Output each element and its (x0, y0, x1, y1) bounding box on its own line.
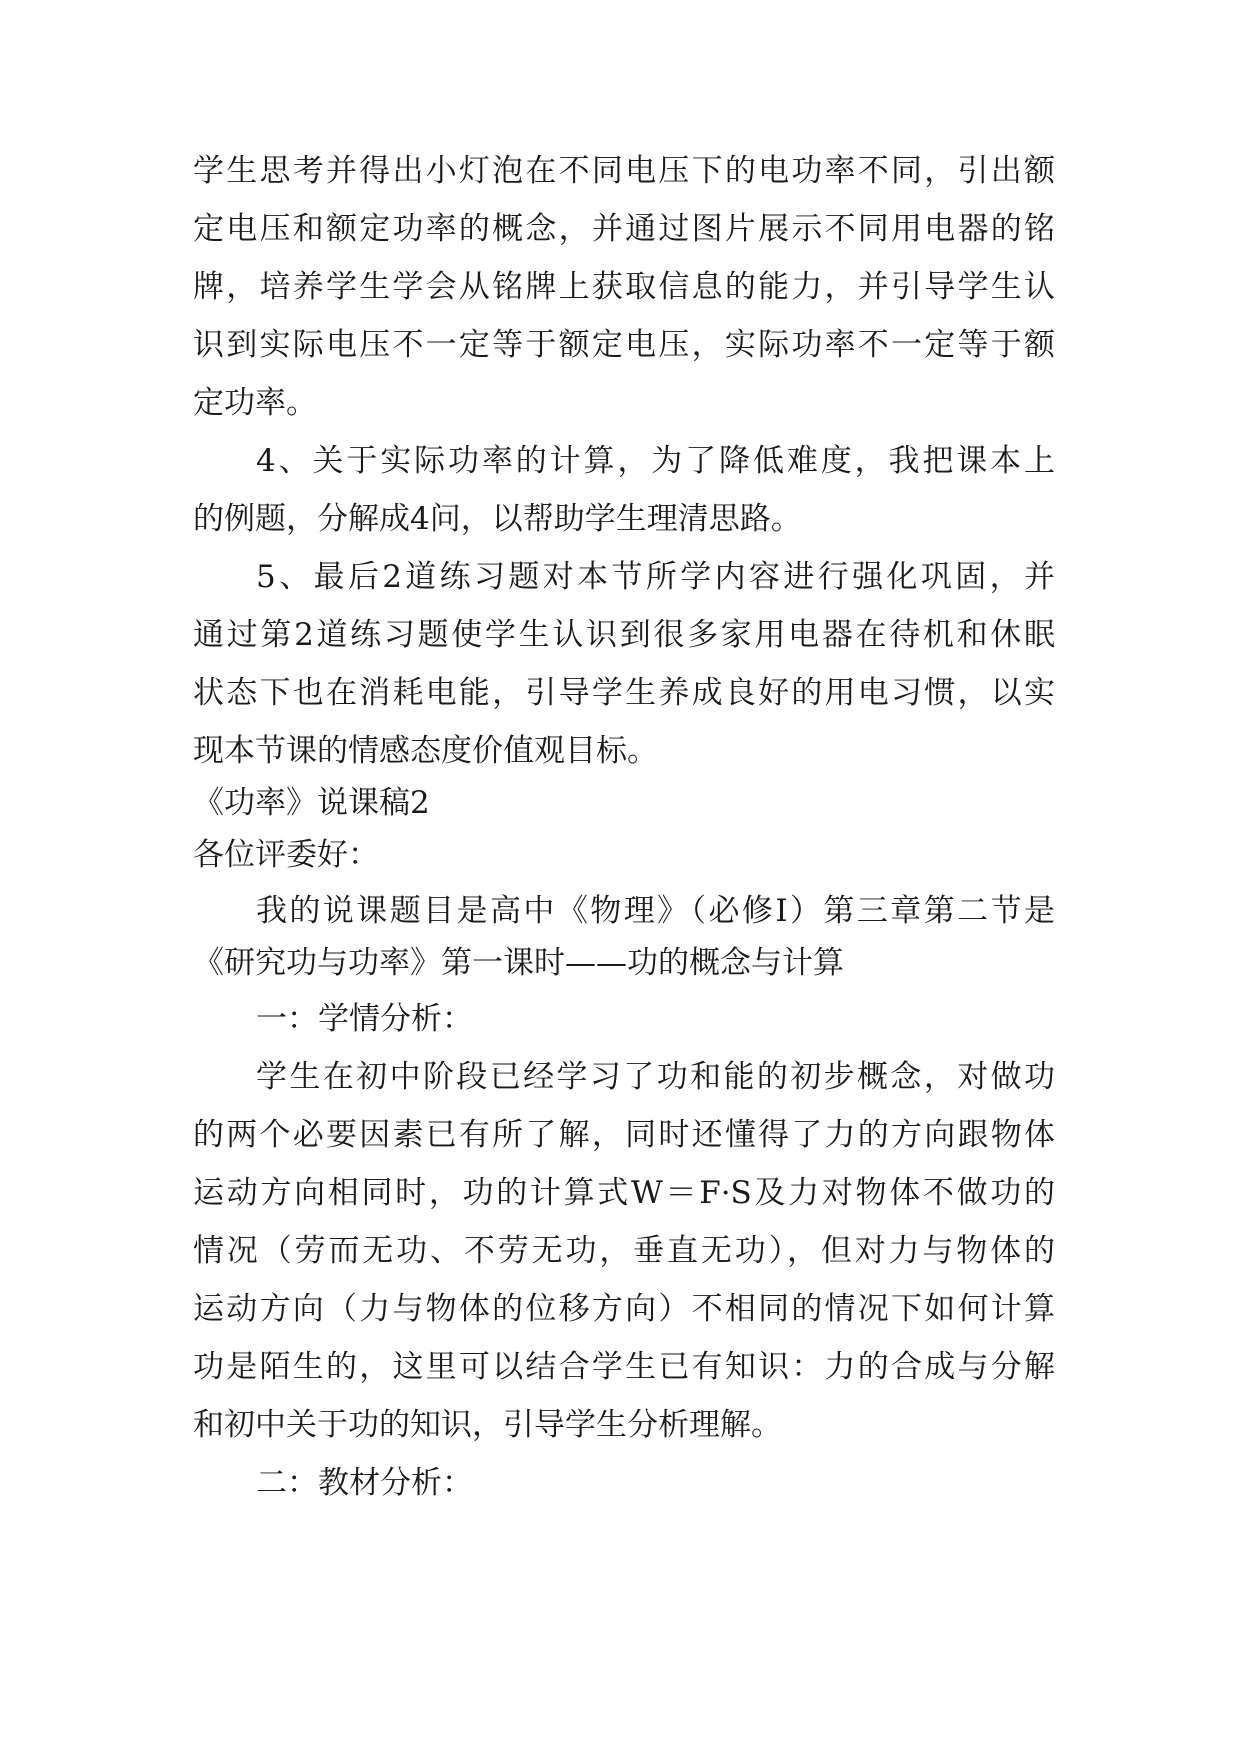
text-line-9: 通过第2道练习题使学生认识到很多家用电器在待机和休眠 (193, 617, 1055, 653)
text-line-7: 的例题，分解成4问，以帮助学生理清思路。 (193, 501, 802, 537)
heading-learning-analysis: 一：学情分析： (256, 1001, 473, 1037)
text-line-4: 识到实际电压不一定等于额定电压，实际功率不一定等于额 (193, 327, 1055, 363)
text-line-1: 学生思考并得出小灯泡在不同电压下的电功率不同，引出额 (193, 153, 1055, 189)
heading-textbook-analysis: 二：教材分析： (256, 1465, 473, 1501)
text-line-8: 5、最后2道练习题对本节所学内容进行强化巩固，并 (256, 559, 1055, 595)
text-line-11: 现本节课的情感态度价值观目标。 (193, 733, 658, 769)
section-title: 《功率》说课稿2 (193, 785, 430, 821)
text-line-6: 4、关于实际功率的计算，为了降低难度，我把课本上 (256, 443, 1055, 479)
text-line-23: 和初中关于功的知识，引导学生分析理解。 (193, 1407, 782, 1443)
text-line-18: 的两个必要因素已有所了解，同时还懂得了力的方向跟物体 (193, 1117, 1055, 1153)
greeting: 各位评委好： (193, 837, 379, 873)
text-line-17: 学生在初中阶段已经学习了功和能的初步概念，对做功 (256, 1059, 1055, 1095)
text-line-2: 定电压和额定功率的概念，并通过图片展示不同用电器的铭 (193, 211, 1055, 247)
text-line-22: 功是陌生的，这里可以结合学生已有知识：力的合成与分解 (193, 1349, 1055, 1385)
text-line-15: 《研究功与功率》第一课时——功的概念与计算 (193, 945, 844, 981)
text-line-19: 运动方向相同时，功的计算式W＝F·S及力对物体不做功的 (193, 1175, 1055, 1211)
text-line-21: 运动方向（力与物体的位移方向）不相同的情况下如何计算 (193, 1291, 1055, 1327)
document-page (193, 152, 1055, 1502)
text-line-5: 定功率。 (193, 385, 317, 421)
text-line-20: 情况（劳而无功、不劳无功，垂直无功），但对力与物体的 (193, 1233, 1055, 1269)
text-line-10: 状态下也在消耗电能，引导学生养成良好的用电习惯，以实 (193, 675, 1055, 711)
text-line-3: 牌，培养学生学会从铭牌上获取信息的能力，并引导学生认 (193, 269, 1055, 305)
text-line-14: 我的说课题目是高中《物理》（必修Ⅰ）第三章第二节是 (256, 893, 1055, 929)
